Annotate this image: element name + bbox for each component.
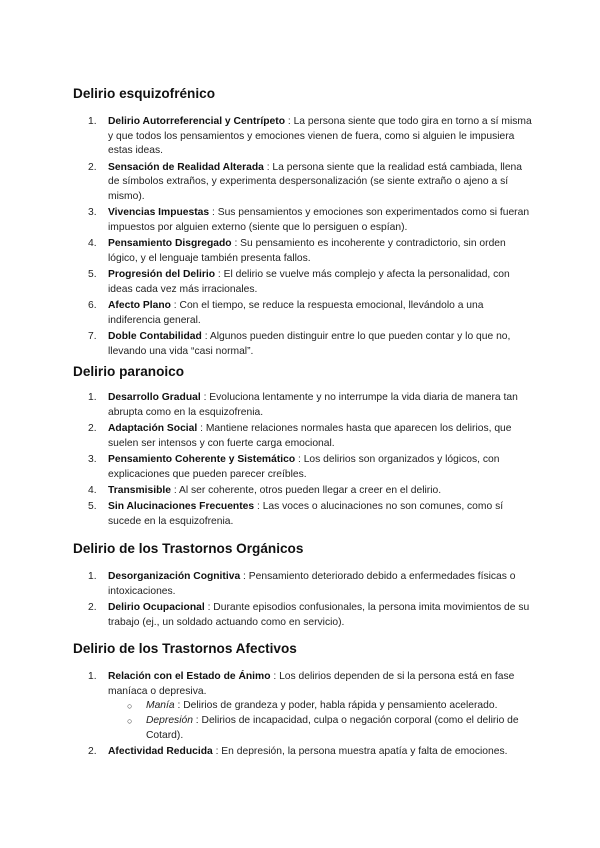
item-term: Delirio Ocupacional (108, 601, 205, 613)
subitem-description: : Delirios de incapacidad, culpa o negación corporal (como el delirio de Cotard). (146, 715, 519, 741)
item-description: : Su pensamiento es incoherente y contradictorio, sin orden lógico, y el lenguaje también presenta fallos. (108, 238, 506, 264)
item-description: : La persona siente que todo gira en torno a sí misma y que todos los pensamientos y emociones vienen de fuera, como si alguien le impusiera estas ideas. (108, 116, 532, 157)
list-item (0, 237, 532, 266)
item-description: : La persona siente que la realidad está cambiada, llena de símbolos extraños, y experimenta despersonalización (se siente extraño o ajeno a sí mismo). (108, 161, 523, 203)
list-item (0, 670, 532, 744)
item-description: : Sus pensamientos y emociones son experimentados como si fueran impuestos por alguien externo (siente que lo persiguen o espían). (108, 207, 530, 233)
item-number: 1. (88, 671, 97, 682)
item-term: Doble Contabilidad (108, 330, 202, 342)
sub-list (108, 699, 532, 743)
item-description: : Los delirios dependen de si la persona está en fase maníaca o depresiva. (108, 671, 515, 697)
list-item (0, 570, 532, 599)
section-title-afectivos: Delirio de los Trastornos Afectivos (73, 641, 297, 656)
item-term: Transmisible (108, 484, 171, 496)
item-number: 7. (88, 330, 97, 342)
list-item (0, 422, 532, 451)
subitem-term: Depresión (146, 715, 193, 727)
item-number: 4. (88, 238, 97, 250)
list-organicos (0, 570, 600, 630)
item-number: 1. (88, 116, 97, 127)
list-afectivos (0, 670, 600, 760)
item-number: 6. (88, 299, 97, 311)
item-term: Delirio Autorreferencial y Centrípeto (108, 116, 285, 127)
list-item (0, 330, 532, 359)
item-number: 2. (88, 422, 97, 434)
item-number: 4. (88, 484, 97, 496)
item-description: : Con el tiempo, se reduce la respuesta emocional, llevándolo a una indiferencia general. (108, 299, 484, 326)
item-description: : Algunos pueden distinguir entre lo que pueden contar y lo que no, llevando una vida “casi normal”. (108, 330, 511, 357)
list-item (0, 500, 532, 529)
item-description: : Mantiene relaciones normales hasta que aparecen los delirios, que suelen ser intensos y con fuerte carga emocional. (108, 422, 512, 449)
sub-list-item (108, 714, 532, 743)
item-term: Relación con el Estado de Ánimo (108, 671, 271, 682)
item-number: 2. (88, 601, 97, 613)
item-description: : Al ser coherente, otros pueden llegar a creer en el delirio. (170, 484, 442, 496)
item-description: : Pensamiento deteriorado debido a enfermedades físicas o intoxicaciones. (108, 571, 516, 597)
item-description: : Los delirios son organizados y lógicos, con explicaciones que pueden parecer creíbles. (108, 453, 500, 480)
list-item (0, 601, 532, 630)
item-term: Vivencias Impuestas (108, 207, 210, 219)
section-title-esquizofrenico: Delirio esquizofrénico (73, 86, 216, 101)
subitem-term: Manía (146, 700, 175, 712)
item-description: : Las voces o alucinaciones no son comunes, como sí sucede en la esquizofrenia. (108, 500, 504, 527)
item-term: Sensación de Realidad Alterada (108, 161, 264, 173)
item-description: : Durante episodios confusionales, la persona imita movimientos de su trabajo (ej., un soldado actuando como en servicio). (108, 601, 530, 628)
item-description: : El delirio se vuelve más complejo y afecta la personalidad, con ideas cada vez más irracionales. (108, 269, 510, 295)
item-number: 1. (88, 571, 97, 582)
item-term: Pensamiento Coherente y Sistemático (108, 453, 296, 465)
subitem-description: : Delirios de grandeza y poder, habla rápida y pensamiento acelerado. (174, 700, 498, 712)
section-title-organicos: Delirio de los Trastornos Orgánicos (73, 541, 304, 556)
item-description: : En depresión, la persona muestra apatía y falta de emociones. (212, 746, 508, 758)
list-item (0, 484, 532, 499)
item-term: Afecto Plano (108, 299, 171, 311)
item-term: Desarrollo Gradual (108, 392, 201, 403)
item-number: 3. (88, 207, 97, 219)
list-item (0, 391, 532, 420)
item-term: Adaptación Social (108, 422, 198, 434)
section-title-paranoico: Delirio paranoico (73, 364, 185, 379)
list-paranoico (0, 391, 600, 529)
list-item (0, 206, 532, 235)
item-number: 2. (88, 746, 97, 758)
item-term: Afectividad Reducida (108, 746, 213, 758)
item-number: 5. (88, 269, 97, 281)
sub-list-item (108, 699, 532, 714)
list-item (0, 268, 532, 297)
item-term: Desorganización Cognitiva (108, 571, 241, 582)
item-term: Progresión del Delirio (108, 269, 215, 281)
hollow-circle-bullet-icon: ○ (127, 716, 133, 727)
list-item (0, 115, 532, 159)
list-item (0, 745, 532, 760)
item-number: 3. (88, 453, 97, 465)
hollow-circle-bullet-icon: ○ (127, 701, 133, 712)
item-number: 5. (88, 500, 97, 512)
item-number: 2. (88, 161, 97, 173)
list-item (0, 299, 532, 328)
item-term: Sin Alucinaciones Frecuentes (108, 500, 255, 512)
item-number: 1. (88, 392, 97, 403)
list-item (0, 161, 532, 205)
list-item (0, 453, 532, 482)
item-description: : Evoluciona lentamente y no interrumpe la vida diaria de manera tan abrupta como en la esquizofrenia. (108, 392, 518, 418)
list-esquizofrenico (0, 115, 600, 359)
item-term: Pensamiento Disgregado (108, 238, 232, 250)
